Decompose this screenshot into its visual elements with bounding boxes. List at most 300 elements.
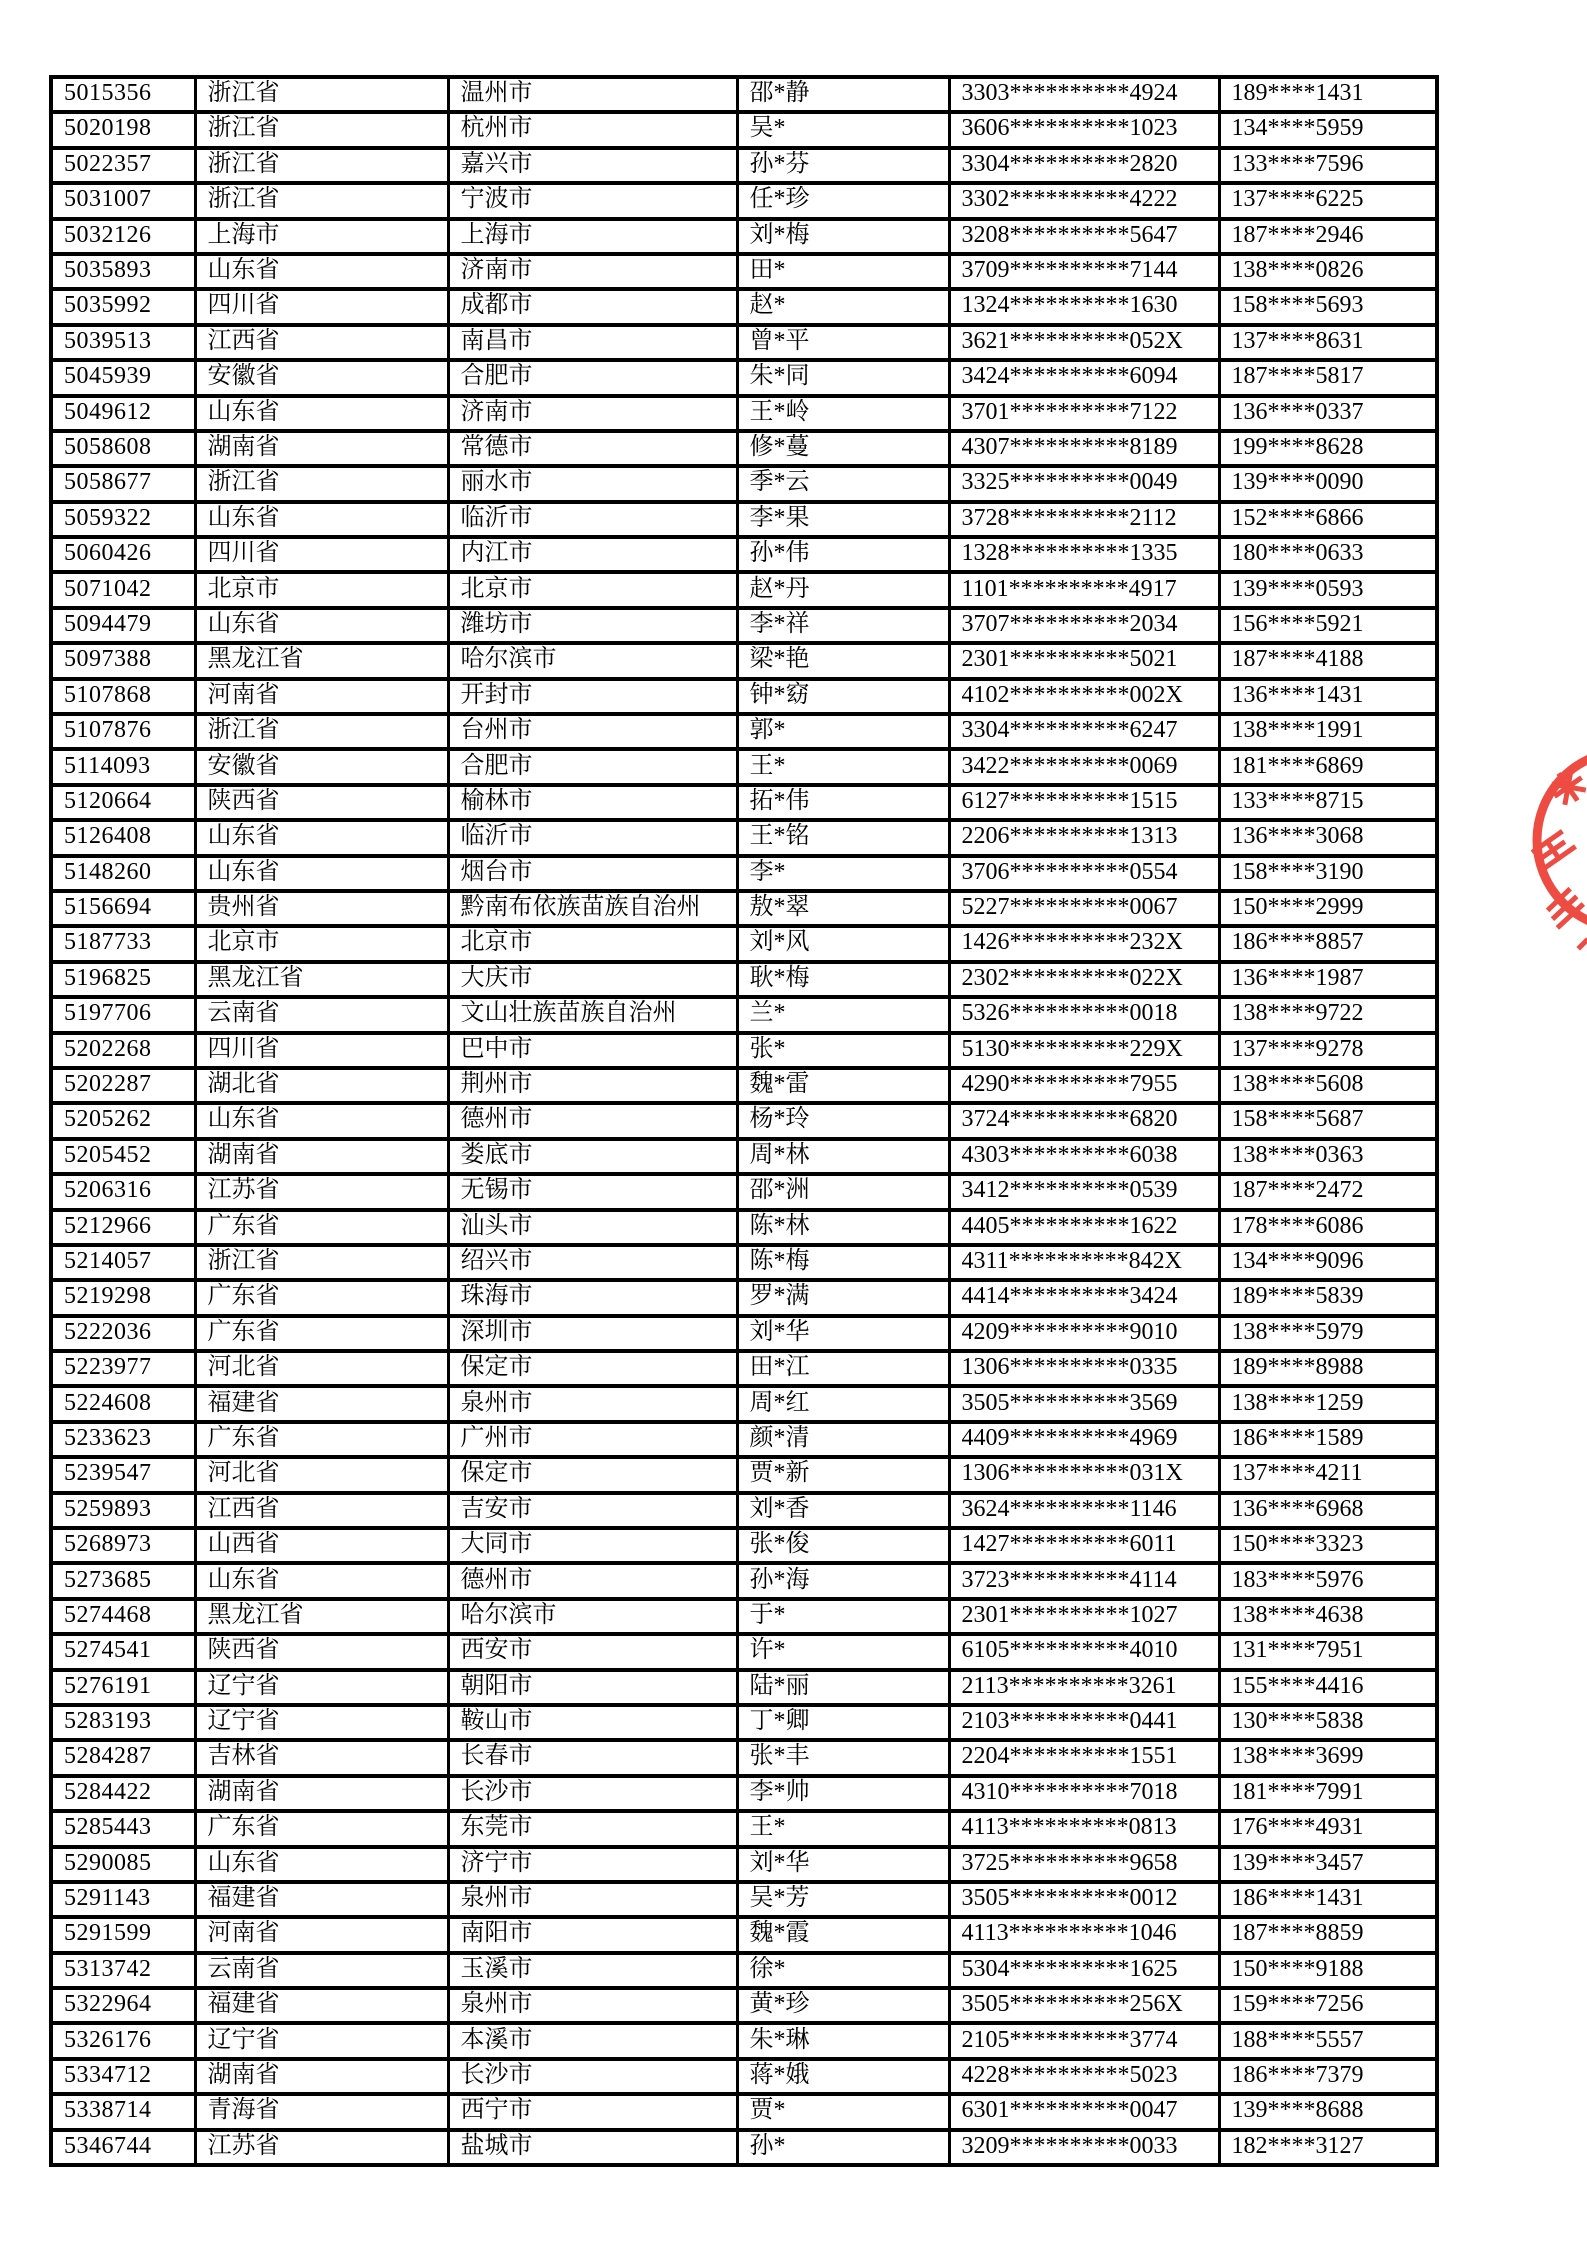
cell-serial-number: 5202287 bbox=[51, 1068, 195, 1103]
cell-masked-name: 梁*艳 bbox=[737, 643, 949, 678]
table-row bbox=[51, 1634, 1437, 1669]
cell-serial-number: 5233623 bbox=[51, 1422, 195, 1457]
cell-serial-number: 5015356 bbox=[51, 77, 195, 112]
table-row bbox=[51, 1563, 1437, 1598]
cell-serial-number: 5187733 bbox=[51, 926, 195, 961]
table-row bbox=[51, 820, 1437, 855]
cell-serial-number: 5107876 bbox=[51, 714, 195, 749]
table-row bbox=[51, 1457, 1437, 1492]
cell-masked-id-number: 3621**********052X bbox=[949, 325, 1219, 360]
cell-masked-id-number: 4311**********842X bbox=[949, 1245, 1219, 1280]
cell-province: 吉林省 bbox=[195, 1740, 448, 1775]
cell-masked-phone: 186****8857 bbox=[1219, 926, 1437, 961]
cell-masked-id-number: 3706**********0554 bbox=[949, 856, 1219, 891]
cell-city: 长沙市 bbox=[448, 2059, 737, 2094]
cell-masked-id-number: 3325**********0049 bbox=[949, 466, 1219, 501]
cell-masked-name: 曾*平 bbox=[737, 325, 949, 360]
cell-province: 辽宁省 bbox=[195, 1670, 448, 1705]
cell-masked-id-number: 4102**********002X bbox=[949, 679, 1219, 714]
cell-serial-number: 5214057 bbox=[51, 1245, 195, 1280]
cell-province: 安徽省 bbox=[195, 360, 448, 395]
cell-masked-id-number: 4228**********5023 bbox=[949, 2059, 1219, 2094]
cell-serial-number: 5239547 bbox=[51, 1457, 195, 1492]
cell-province: 广东省 bbox=[195, 1316, 448, 1351]
cell-masked-id-number: 4113**********1046 bbox=[949, 1917, 1219, 1952]
cell-province: 上海市 bbox=[195, 219, 448, 254]
cell-masked-phone: 136****3068 bbox=[1219, 820, 1437, 855]
table-row bbox=[51, 1174, 1437, 1209]
cell-serial-number: 5273685 bbox=[51, 1563, 195, 1598]
cell-province: 云南省 bbox=[195, 1953, 448, 1988]
cell-masked-phone: 139****0090 bbox=[1219, 466, 1437, 501]
cell-city: 上海市 bbox=[448, 219, 737, 254]
cell-masked-phone: 181****7991 bbox=[1219, 1776, 1437, 1811]
cell-city: 文山壮族苗族自治州 bbox=[448, 997, 737, 1032]
cell-masked-phone: 138****1259 bbox=[1219, 1386, 1437, 1421]
cell-province: 安徽省 bbox=[195, 749, 448, 784]
cell-masked-phone: 187****2946 bbox=[1219, 219, 1437, 254]
cell-province: 广东省 bbox=[195, 1422, 448, 1457]
table-row bbox=[51, 1847, 1437, 1882]
table-row bbox=[51, 997, 1437, 1032]
cell-masked-id-number: 2105**********3774 bbox=[949, 2023, 1219, 2058]
cell-province: 河北省 bbox=[195, 1351, 448, 1386]
cell-masked-phone: 156****5921 bbox=[1219, 608, 1437, 643]
cell-city: 台州市 bbox=[448, 714, 737, 749]
cell-serial-number: 5206316 bbox=[51, 1174, 195, 1209]
cell-province: 山东省 bbox=[195, 1563, 448, 1598]
cell-city: 潍坊市 bbox=[448, 608, 737, 643]
cell-city: 北京市 bbox=[448, 926, 737, 961]
cell-serial-number: 5313742 bbox=[51, 1953, 195, 1988]
cell-serial-number: 5290085 bbox=[51, 1847, 195, 1882]
cell-city: 大庆市 bbox=[448, 962, 737, 997]
cell-city: 合肥市 bbox=[448, 749, 737, 784]
cell-province: 山东省 bbox=[195, 820, 448, 855]
cell-masked-name: 杨*玲 bbox=[737, 1103, 949, 1138]
cell-serial-number: 5094479 bbox=[51, 608, 195, 643]
table-row bbox=[51, 148, 1437, 183]
cell-city: 西安市 bbox=[448, 1634, 737, 1669]
cell-province: 湖南省 bbox=[195, 1139, 448, 1174]
cell-masked-name: 李*果 bbox=[737, 502, 949, 537]
cell-province: 北京市 bbox=[195, 926, 448, 961]
table-row bbox=[51, 1139, 1437, 1174]
cell-masked-id-number: 3412**********0539 bbox=[949, 1174, 1219, 1209]
cell-masked-phone: 188****5557 bbox=[1219, 2023, 1437, 2058]
cell-masked-id-number: 5304**********1625 bbox=[949, 1953, 1219, 1988]
cell-masked-phone: 138****9722 bbox=[1219, 997, 1437, 1032]
cell-city: 临沂市 bbox=[448, 502, 737, 537]
table-row bbox=[51, 183, 1437, 218]
table-row bbox=[51, 679, 1437, 714]
table-row bbox=[51, 112, 1437, 147]
cell-city: 巴中市 bbox=[448, 1033, 737, 1068]
cell-masked-name: 蒋*娥 bbox=[737, 2059, 949, 2094]
table-row bbox=[51, 1210, 1437, 1245]
cell-city: 南阳市 bbox=[448, 1917, 737, 1952]
cell-city: 丽水市 bbox=[448, 466, 737, 501]
cell-province: 浙江省 bbox=[195, 714, 448, 749]
cell-serial-number: 5274541 bbox=[51, 1634, 195, 1669]
table-row bbox=[51, 891, 1437, 926]
cell-city: 烟台市 bbox=[448, 856, 737, 891]
cell-masked-phone: 187****5817 bbox=[1219, 360, 1437, 395]
cell-masked-id-number: 4307**********8189 bbox=[949, 431, 1219, 466]
cell-city: 济南市 bbox=[448, 396, 737, 431]
cell-masked-id-number: 6301**********0047 bbox=[949, 2094, 1219, 2129]
table-body bbox=[51, 77, 1437, 2165]
cell-masked-phone: 159****7256 bbox=[1219, 1988, 1437, 2023]
cell-masked-phone: 134****5959 bbox=[1219, 112, 1437, 147]
cell-serial-number: 5097388 bbox=[51, 643, 195, 678]
cell-masked-name: 拓*伟 bbox=[737, 785, 949, 820]
cell-masked-phone: 137****8631 bbox=[1219, 325, 1437, 360]
cell-city: 娄底市 bbox=[448, 1139, 737, 1174]
cell-masked-name: 张*俊 bbox=[737, 1528, 949, 1563]
cell-masked-phone: 137****9278 bbox=[1219, 1033, 1437, 1068]
cell-city: 内江市 bbox=[448, 537, 737, 572]
cell-city: 德州市 bbox=[448, 1563, 737, 1598]
cell-province: 陕西省 bbox=[195, 1634, 448, 1669]
table-row bbox=[51, 2130, 1437, 2165]
cell-city: 温州市 bbox=[448, 77, 737, 112]
cell-serial-number: 5059322 bbox=[51, 502, 195, 537]
cell-serial-number: 5148260 bbox=[51, 856, 195, 891]
cell-serial-number: 5212966 bbox=[51, 1210, 195, 1245]
cell-masked-id-number: 4113**********0813 bbox=[949, 1811, 1219, 1846]
cell-province: 山东省 bbox=[195, 856, 448, 891]
masked-personal-info-table bbox=[49, 75, 1439, 2167]
cell-province: 广东省 bbox=[195, 1210, 448, 1245]
cell-province: 黑龙江省 bbox=[195, 962, 448, 997]
cell-serial-number: 5197706 bbox=[51, 997, 195, 1032]
table-row bbox=[51, 1740, 1437, 1775]
cell-serial-number: 5031007 bbox=[51, 183, 195, 218]
cell-serial-number: 5284287 bbox=[51, 1740, 195, 1775]
cell-masked-phone: 138****1991 bbox=[1219, 714, 1437, 749]
cell-masked-name: 刘*风 bbox=[737, 926, 949, 961]
cell-masked-phone: 187****2472 bbox=[1219, 1174, 1437, 1209]
cell-serial-number: 5045939 bbox=[51, 360, 195, 395]
cell-masked-id-number: 4303**********6038 bbox=[949, 1139, 1219, 1174]
cell-masked-phone: 155****4416 bbox=[1219, 1670, 1437, 1705]
cell-masked-id-number: 1328**********1335 bbox=[949, 537, 1219, 572]
cell-masked-id-number: 2301**********5021 bbox=[949, 643, 1219, 678]
cell-serial-number: 5058608 bbox=[51, 431, 195, 466]
cell-masked-name: 朱*琳 bbox=[737, 2023, 949, 2058]
table-row bbox=[51, 926, 1437, 961]
cell-province: 黑龙江省 bbox=[195, 643, 448, 678]
table-row bbox=[51, 1386, 1437, 1421]
cell-serial-number: 5285443 bbox=[51, 1811, 195, 1846]
cell-serial-number: 5276191 bbox=[51, 1670, 195, 1705]
table-row bbox=[51, 714, 1437, 749]
cell-masked-phone: 133****8715 bbox=[1219, 785, 1437, 820]
cell-city: 西宁市 bbox=[448, 2094, 737, 2129]
cell-city: 吉安市 bbox=[448, 1493, 737, 1528]
cell-city: 合肥市 bbox=[448, 360, 737, 395]
official-seal bbox=[1480, 695, 1587, 995]
cell-province: 福建省 bbox=[195, 1386, 448, 1421]
cell-province: 山东省 bbox=[195, 1847, 448, 1882]
cell-masked-id-number: 5326**********0018 bbox=[949, 997, 1219, 1032]
cell-province: 福建省 bbox=[195, 1882, 448, 1917]
cell-masked-name: 黄*珍 bbox=[737, 1988, 949, 2023]
cell-masked-phone: 189****8988 bbox=[1219, 1351, 1437, 1386]
cell-city: 常德市 bbox=[448, 431, 737, 466]
cell-serial-number: 5039513 bbox=[51, 325, 195, 360]
cell-province: 辽宁省 bbox=[195, 1705, 448, 1740]
table-row bbox=[51, 749, 1437, 784]
cell-masked-id-number: 1427**********6011 bbox=[949, 1528, 1219, 1563]
cell-masked-name: 田* bbox=[737, 254, 949, 289]
cell-masked-phone: 187****4188 bbox=[1219, 643, 1437, 678]
cell-province: 广东省 bbox=[195, 1811, 448, 1846]
cell-masked-phone: 136****6968 bbox=[1219, 1493, 1437, 1528]
cell-masked-name: 于* bbox=[737, 1599, 949, 1634]
table-row bbox=[51, 1103, 1437, 1138]
cell-masked-id-number: 3304**********2820 bbox=[949, 148, 1219, 183]
cell-province: 北京市 bbox=[195, 572, 448, 607]
cell-city: 广州市 bbox=[448, 1422, 737, 1457]
table-row bbox=[51, 537, 1437, 572]
cell-province: 广东省 bbox=[195, 1280, 448, 1315]
cell-serial-number: 5071042 bbox=[51, 572, 195, 607]
cell-masked-name: 孙*海 bbox=[737, 1563, 949, 1598]
cell-masked-name: 王* bbox=[737, 749, 949, 784]
cell-province: 青海省 bbox=[195, 2094, 448, 2129]
cell-masked-phone: 138****3699 bbox=[1219, 1740, 1437, 1775]
cell-masked-name: 刘*华 bbox=[737, 1847, 949, 1882]
cell-masked-id-number: 3724**********6820 bbox=[949, 1103, 1219, 1138]
cell-masked-name: 贾*新 bbox=[737, 1457, 949, 1492]
cell-province: 湖南省 bbox=[195, 2059, 448, 2094]
cell-province: 湖南省 bbox=[195, 431, 448, 466]
cell-masked-name: 孙*伟 bbox=[737, 537, 949, 572]
cell-masked-phone: 176****4931 bbox=[1219, 1811, 1437, 1846]
cell-city: 珠海市 bbox=[448, 1280, 737, 1315]
cell-masked-phone: 187****8859 bbox=[1219, 1917, 1437, 1952]
table-row bbox=[51, 1528, 1437, 1563]
cell-province: 黑龙江省 bbox=[195, 1599, 448, 1634]
cell-masked-name: 吴*芳 bbox=[737, 1882, 949, 1917]
cell-serial-number: 5284422 bbox=[51, 1776, 195, 1811]
cell-masked-name: 王* bbox=[737, 1811, 949, 1846]
cell-province: 山东省 bbox=[195, 1103, 448, 1138]
cell-masked-name: 王*岭 bbox=[737, 396, 949, 431]
cell-masked-id-number: 6127**********1515 bbox=[949, 785, 1219, 820]
cell-masked-id-number: 4405**********1622 bbox=[949, 1210, 1219, 1245]
cell-masked-name: 任*珍 bbox=[737, 183, 949, 218]
table-row bbox=[51, 572, 1437, 607]
cell-masked-phone: 186****7379 bbox=[1219, 2059, 1437, 2094]
cell-province: 浙江省 bbox=[195, 77, 448, 112]
cell-masked-name: 赵* bbox=[737, 289, 949, 324]
cell-masked-id-number: 4290**********7955 bbox=[949, 1068, 1219, 1103]
cell-province: 河北省 bbox=[195, 1457, 448, 1492]
cell-masked-id-number: 3209**********0033 bbox=[949, 2130, 1219, 2165]
cell-serial-number: 5205262 bbox=[51, 1103, 195, 1138]
cell-city: 长沙市 bbox=[448, 1776, 737, 1811]
cell-masked-phone: 158****5693 bbox=[1219, 289, 1437, 324]
cell-masked-phone: 138****0363 bbox=[1219, 1139, 1437, 1174]
cell-city: 无锡市 bbox=[448, 1174, 737, 1209]
table-row bbox=[51, 1280, 1437, 1315]
cell-masked-id-number: 2302**********022X bbox=[949, 962, 1219, 997]
cell-masked-name: 田*江 bbox=[737, 1351, 949, 1386]
cell-masked-name: 耿*梅 bbox=[737, 962, 949, 997]
cell-masked-id-number: 1426**********232X bbox=[949, 926, 1219, 961]
cell-masked-phone: 199****8628 bbox=[1219, 431, 1437, 466]
table-row bbox=[51, 1351, 1437, 1386]
cell-masked-name: 敖*翠 bbox=[737, 891, 949, 926]
table-row bbox=[51, 466, 1437, 501]
cell-masked-phone: 139****3457 bbox=[1219, 1847, 1437, 1882]
cell-city: 东莞市 bbox=[448, 1811, 737, 1846]
cell-masked-id-number: 1306**********031X bbox=[949, 1457, 1219, 1492]
table-row bbox=[51, 396, 1437, 431]
cell-city: 北京市 bbox=[448, 572, 737, 607]
seal-ring bbox=[1537, 751, 1587, 929]
table-row bbox=[51, 502, 1437, 537]
cell-serial-number: 5334712 bbox=[51, 2059, 195, 2094]
cell-masked-name: 周*林 bbox=[737, 1139, 949, 1174]
cell-masked-id-number: 3725**********9658 bbox=[949, 1847, 1219, 1882]
cell-city: 盐城市 bbox=[448, 2130, 737, 2165]
cell-province: 贵州省 bbox=[195, 891, 448, 926]
cell-masked-phone: 138****5608 bbox=[1219, 1068, 1437, 1103]
cell-serial-number: 5032126 bbox=[51, 219, 195, 254]
cell-masked-name: 许* bbox=[737, 1634, 949, 1669]
cell-province: 江苏省 bbox=[195, 2130, 448, 2165]
cell-masked-phone: 131****7951 bbox=[1219, 1634, 1437, 1669]
cell-masked-id-number: 5130**********229X bbox=[949, 1033, 1219, 1068]
table-row bbox=[51, 1422, 1437, 1457]
cell-province: 山东省 bbox=[195, 502, 448, 537]
cell-city: 保定市 bbox=[448, 1457, 737, 1492]
cell-masked-name: 颜*清 bbox=[737, 1422, 949, 1457]
cell-masked-phone: 181****6869 bbox=[1219, 749, 1437, 784]
cell-province: 陕西省 bbox=[195, 785, 448, 820]
cell-masked-name: 季*云 bbox=[737, 466, 949, 501]
cell-province: 浙江省 bbox=[195, 148, 448, 183]
table-row bbox=[51, 2094, 1437, 2129]
cell-serial-number: 5060426 bbox=[51, 537, 195, 572]
cell-masked-phone: 134****9096 bbox=[1219, 1245, 1437, 1280]
table-row bbox=[51, 431, 1437, 466]
cell-masked-name: 李* bbox=[737, 856, 949, 891]
cell-masked-name: 赵*丹 bbox=[737, 572, 949, 607]
cell-province: 江苏省 bbox=[195, 1174, 448, 1209]
cell-masked-id-number: 3701**********7122 bbox=[949, 396, 1219, 431]
cell-masked-id-number: 3505**********0012 bbox=[949, 1882, 1219, 1917]
table-row bbox=[51, 1599, 1437, 1634]
cell-masked-phone: 178****6086 bbox=[1219, 1210, 1437, 1245]
cell-masked-id-number: 4310**********7018 bbox=[949, 1776, 1219, 1811]
cell-city: 绍兴市 bbox=[448, 1245, 737, 1280]
cell-masked-phone: 158****3190 bbox=[1219, 856, 1437, 891]
cell-masked-id-number: 3424**********6094 bbox=[949, 360, 1219, 395]
cell-province: 江西省 bbox=[195, 1493, 448, 1528]
cell-serial-number: 5259893 bbox=[51, 1493, 195, 1528]
table-row bbox=[51, 2023, 1437, 2058]
cell-masked-phone: 182****3127 bbox=[1219, 2130, 1437, 2165]
cell-serial-number: 5274468 bbox=[51, 1599, 195, 1634]
cell-serial-number: 5322964 bbox=[51, 1988, 195, 2023]
cell-province: 四川省 bbox=[195, 1033, 448, 1068]
cell-city: 泉州市 bbox=[448, 1386, 737, 1421]
cell-masked-id-number: 2113**********3261 bbox=[949, 1670, 1219, 1705]
cell-city: 成都市 bbox=[448, 289, 737, 324]
cell-masked-name: 刘*华 bbox=[737, 1316, 949, 1351]
cell-serial-number: 5223977 bbox=[51, 1351, 195, 1386]
cell-province: 山东省 bbox=[195, 608, 448, 643]
cell-province: 山东省 bbox=[195, 396, 448, 431]
cell-serial-number: 5205452 bbox=[51, 1139, 195, 1174]
table-row bbox=[51, 1245, 1437, 1280]
cell-serial-number: 5202268 bbox=[51, 1033, 195, 1068]
cell-city: 哈尔滨市 bbox=[448, 643, 737, 678]
cell-masked-name: 陆*丽 bbox=[737, 1670, 949, 1705]
table-row bbox=[51, 254, 1437, 289]
table-row bbox=[51, 962, 1437, 997]
cell-province: 四川省 bbox=[195, 537, 448, 572]
cell-masked-id-number: 3304**********6247 bbox=[949, 714, 1219, 749]
table-row bbox=[51, 289, 1437, 324]
table-row bbox=[51, 1917, 1437, 1952]
cell-province: 河南省 bbox=[195, 1917, 448, 1952]
cell-city: 德州市 bbox=[448, 1103, 737, 1138]
cell-masked-name: 刘*香 bbox=[737, 1493, 949, 1528]
table-row bbox=[51, 360, 1437, 395]
cell-serial-number: 5291143 bbox=[51, 1882, 195, 1917]
cell-serial-number: 5156694 bbox=[51, 891, 195, 926]
table-row bbox=[51, 1670, 1437, 1705]
cell-province: 山西省 bbox=[195, 1528, 448, 1563]
cell-city: 大同市 bbox=[448, 1528, 737, 1563]
cell-city: 深圳市 bbox=[448, 1316, 737, 1351]
cell-province: 四川省 bbox=[195, 289, 448, 324]
cell-masked-name: 徐* bbox=[737, 1953, 949, 1988]
cell-masked-phone: 138****4638 bbox=[1219, 1599, 1437, 1634]
cell-masked-id-number: 3709**********7144 bbox=[949, 254, 1219, 289]
cell-city: 汕头市 bbox=[448, 1210, 737, 1245]
cell-masked-phone: 189****5839 bbox=[1219, 1280, 1437, 1315]
cell-city: 杭州市 bbox=[448, 112, 737, 147]
cell-city: 榆林市 bbox=[448, 785, 737, 820]
table-row bbox=[51, 856, 1437, 891]
cell-masked-phone: 158****5687 bbox=[1219, 1103, 1437, 1138]
cell-serial-number: 5222036 bbox=[51, 1316, 195, 1351]
cell-province: 浙江省 bbox=[195, 1245, 448, 1280]
cell-masked-id-number: 3707**********2034 bbox=[949, 608, 1219, 643]
cell-serial-number: 5035992 bbox=[51, 289, 195, 324]
cell-masked-phone: 150****2999 bbox=[1219, 891, 1437, 926]
cell-masked-name: 魏*霞 bbox=[737, 1917, 949, 1952]
cell-city: 泉州市 bbox=[448, 1988, 737, 2023]
cell-masked-id-number: 4409**********4969 bbox=[949, 1422, 1219, 1457]
cell-city: 宁波市 bbox=[448, 183, 737, 218]
cell-serial-number: 5219298 bbox=[51, 1280, 195, 1315]
table-row bbox=[51, 785, 1437, 820]
cell-serial-number: 5107868 bbox=[51, 679, 195, 714]
cell-masked-id-number: 3728**********2112 bbox=[949, 502, 1219, 537]
table-row bbox=[51, 77, 1437, 112]
cell-serial-number: 5020198 bbox=[51, 112, 195, 147]
cell-masked-name: 张*丰 bbox=[737, 1740, 949, 1775]
cell-province: 河南省 bbox=[195, 679, 448, 714]
